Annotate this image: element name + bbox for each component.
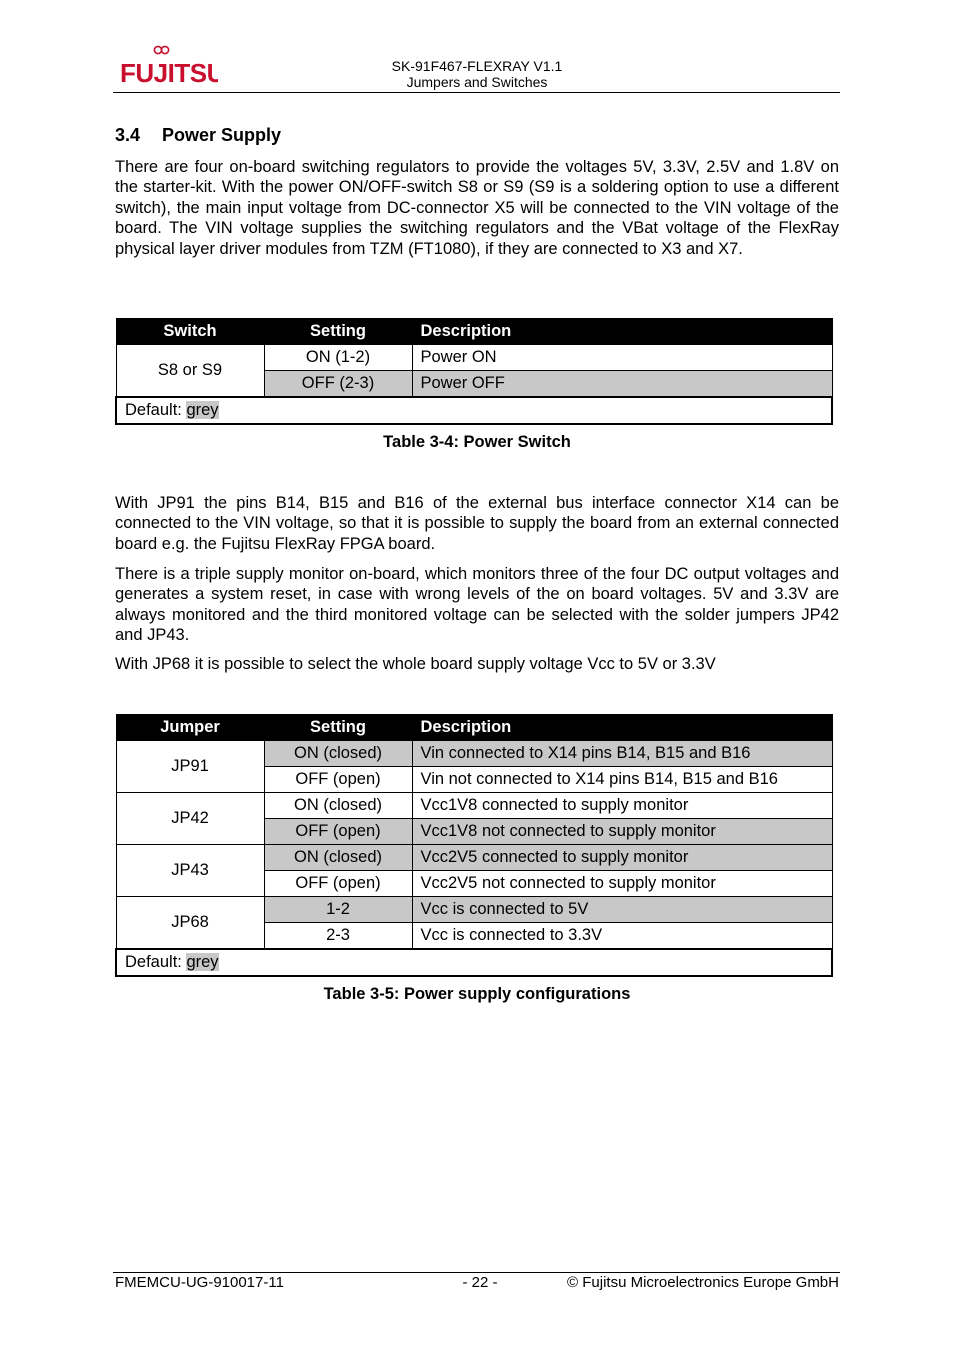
description-cell: Vin not connected to X14 pins B14, B15 and B16 xyxy=(412,767,832,793)
default-note xyxy=(116,949,832,976)
setting-cell: 2-3 xyxy=(264,923,412,950)
power-switch-table xyxy=(115,318,833,425)
column-header-setting: Setting xyxy=(264,715,412,741)
table-row xyxy=(116,793,832,819)
table-row xyxy=(116,897,832,923)
setting-cell: 1-2 xyxy=(264,897,412,923)
section-number: 3.4 xyxy=(115,125,141,145)
setting-cell: OFF (2-3) xyxy=(264,371,412,398)
default-grey-swatch: grey xyxy=(186,401,219,419)
setting-cell: ON (closed) xyxy=(264,793,412,819)
document-title: SK-91F467-FLEXRAY V1.1 xyxy=(391,58,563,74)
header-divider xyxy=(113,92,840,93)
column-header-switch: Switch xyxy=(116,319,264,345)
footer-copyright: © Fujitsu Microelectronics Europe GmbH xyxy=(567,1274,839,1291)
footer-page-number: - 22 - xyxy=(462,1274,498,1291)
logo-text: FUJITSU xyxy=(120,58,218,88)
section-heading xyxy=(115,125,281,146)
description-cell: Vcc is connected to 3.3V xyxy=(412,923,832,950)
jumper-name-cell: JP43 xyxy=(116,845,264,897)
default-row xyxy=(116,397,832,424)
setting-cell: ON (closed) xyxy=(264,741,412,767)
jumper-name-cell: JP42 xyxy=(116,793,264,845)
description-cell: Vcc2V5 connected to supply monitor xyxy=(412,845,832,871)
table-header-row xyxy=(116,319,832,345)
default-row xyxy=(116,949,832,976)
switch-name-cell: S8 or S9 xyxy=(116,345,264,398)
column-header-description: Description xyxy=(412,319,832,345)
default-grey-swatch: grey xyxy=(186,953,219,971)
column-header-description: Description xyxy=(412,715,832,741)
setting-cell: OFF (open) xyxy=(264,871,412,897)
table-caption-power-supply: Table 3-5: Power supply configurations xyxy=(323,985,631,1003)
fujitsu-logo xyxy=(118,44,218,92)
paragraph-supply-monitor: There is a triple supply monitor on-board, which monitors three of the four DC output voltages and generates a system reset, in case with wrong levels of the on board voltages. 5V and 3.3V are always monitored and the third monitored voltage can be selected with the solder jumpers JP42 and JP43. xyxy=(115,565,839,645)
description-cell: Vcc is connected to 5V xyxy=(412,897,832,923)
footer-divider xyxy=(113,1272,840,1273)
default-label: Default: xyxy=(125,953,187,971)
default-label: Default: xyxy=(125,401,187,419)
section-title: Power Supply xyxy=(162,125,282,145)
paragraph-jp68: With JP68 it is possible to select the whole board supply voltage Vcc to 5V or 3.3V xyxy=(115,655,716,673)
table-header-row xyxy=(116,715,832,741)
table-row xyxy=(116,345,832,371)
description-cell: Vcc1V8 not connected to supply monitor xyxy=(412,819,832,845)
table-caption-power-switch: Table 3-4: Power Switch xyxy=(383,433,571,451)
paragraph-regulators: There are four on-board switching regulators to provide the voltages 5V, 3.3V, 2.5V and 1.8V on the starter-kit. With the power ON/OFF-switch S8 or S9 (S9 is a soldering option to use a different switch), the main input voltage from DC-connector X5 will be connected to the VIN voltage of the board. The VIN voltage supplies the switching regulators and the VBat voltage of the FlexRay physical layer driver modules from TZM (FT1080), if they are connected to X3 and X7. xyxy=(115,158,839,258)
power-supply-config-table xyxy=(115,714,833,977)
default-note xyxy=(116,397,832,424)
description-cell: Power OFF xyxy=(412,371,832,398)
footer-document-id: FMEMCU-UG-910017-11 xyxy=(115,1274,284,1291)
description-cell: Power ON xyxy=(412,345,832,371)
description-cell: Vcc1V8 connected to supply monitor xyxy=(412,793,832,819)
jumper-name-cell: JP91 xyxy=(116,741,264,793)
document-subtitle: Jumpers and Switches xyxy=(406,74,548,90)
setting-cell: ON (closed) xyxy=(264,845,412,871)
column-header-setting: Setting xyxy=(264,319,412,345)
description-cell: Vin connected to X14 pins B14, B15 and B16 xyxy=(412,741,832,767)
column-header-jumper: Jumper xyxy=(116,715,264,741)
setting-cell: OFF (open) xyxy=(264,819,412,845)
paragraph-jp91: With JP91 the pins B14, B15 and B16 of the external bus interface connector X14 can be connected to the VIN voltage, so that it is possible to supply the board from an external connected board e.g. the Fujitsu FlexRay FPGA board. xyxy=(115,494,839,553)
setting-cell: OFF (open) xyxy=(264,767,412,793)
setting-cell: ON (1-2) xyxy=(264,345,412,371)
jumper-name-cell: JP68 xyxy=(116,897,264,950)
description-cell: Vcc2V5 not connected to supply monitor xyxy=(412,871,832,897)
table-row xyxy=(116,845,832,871)
table-row xyxy=(116,741,832,767)
